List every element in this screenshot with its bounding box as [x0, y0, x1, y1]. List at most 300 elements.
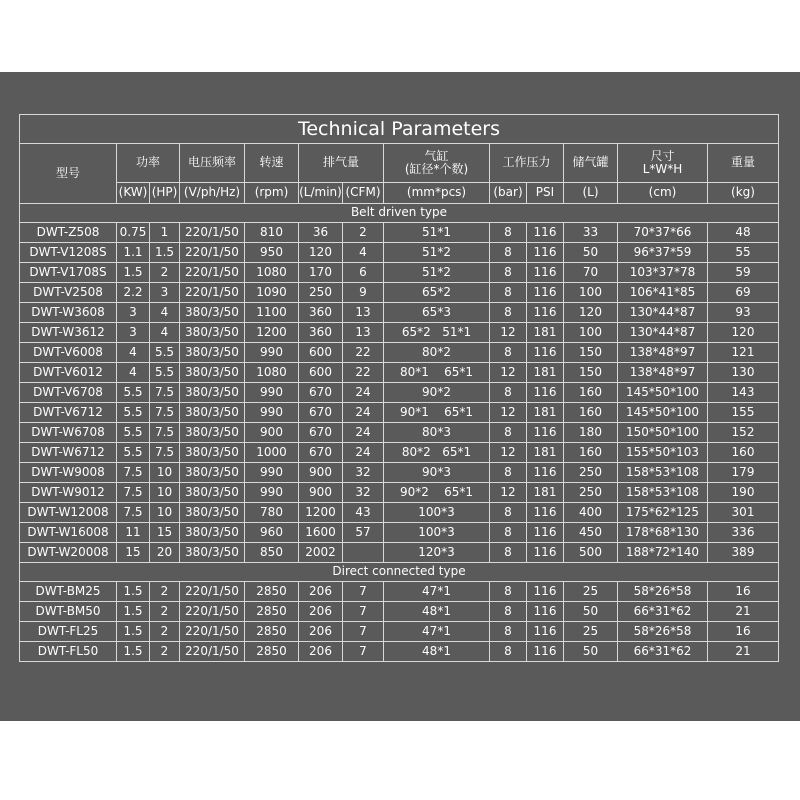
table-cell: 8 [490, 223, 527, 243]
table-cell: 179 [708, 463, 779, 483]
table-cell: 301 [708, 503, 779, 523]
table-cell: 90*2 [384, 383, 490, 403]
table-cell: 600 [299, 363, 343, 383]
unit-cell: (kg) [708, 183, 779, 204]
table-cell: 206 [299, 622, 343, 642]
table-cell: 500 [564, 543, 618, 563]
table-cell: 1200 [245, 323, 299, 343]
table-cell: 850 [245, 543, 299, 563]
table-cell: 80*1 65*1 [384, 363, 490, 383]
table-cell: 250 [299, 283, 343, 303]
table-cell: 21 [708, 602, 779, 622]
table-cell: 2850 [245, 622, 299, 642]
table-cell: 138*48*97 [618, 343, 708, 363]
table-cell: 4 [150, 303, 180, 323]
model-cell: DWT-FL50 [20, 642, 117, 662]
table-cell: 220/1/50 [180, 243, 245, 263]
unit-cell: (HP) [150, 183, 180, 204]
table-cell: 100 [564, 283, 618, 303]
table-cell: 158*53*108 [618, 483, 708, 503]
header-row-units [20, 183, 779, 204]
table-row [20, 223, 779, 243]
table-cell: 8 [490, 283, 527, 303]
table-cell: 250 [564, 463, 618, 483]
table-cell: 13 [343, 303, 384, 323]
table-cell: 116 [527, 423, 564, 443]
table-cell: 1.5 [117, 602, 150, 622]
header-cell: 排气量 [299, 144, 384, 183]
table-cell: 670 [299, 423, 343, 443]
model-cell: DWT-V6008 [20, 343, 117, 363]
table-cell: 70 [564, 263, 618, 283]
header-cell: 转速 [245, 144, 299, 183]
table-cell: 7.5 [150, 423, 180, 443]
table-cell: 206 [299, 602, 343, 622]
table-cell: 181 [527, 363, 564, 383]
unit-cell: PSI [527, 183, 564, 204]
table-cell: 8 [490, 343, 527, 363]
header-cell: 型号 [20, 144, 117, 204]
model-cell: DWT-W6708 [20, 423, 117, 443]
table-cell: 32 [343, 463, 384, 483]
table-cell: 2 [150, 263, 180, 283]
table-cell: 5.5 [117, 383, 150, 403]
table-cell: 7.5 [117, 483, 150, 503]
table-cell: 120 [299, 243, 343, 263]
table-cell: 2 [150, 582, 180, 602]
table-cell: 170 [299, 263, 343, 283]
header-cell: 重量 [708, 144, 779, 183]
table-cell: 670 [299, 403, 343, 423]
table-cell: 120 [708, 323, 779, 343]
unit-cell: (L) [564, 183, 618, 204]
table-row [20, 443, 779, 463]
table-cell: 780 [245, 503, 299, 523]
table-cell: 51*1 [384, 223, 490, 243]
header-cell: 气缸 (缸径*个数) [384, 144, 490, 183]
table-cell: 250 [564, 483, 618, 503]
table-cell: 220/1/50 [180, 283, 245, 303]
table-cell: 1.5 [117, 263, 150, 283]
table-cell: 900 [299, 483, 343, 503]
table-cell: 80*2 65*1 [384, 443, 490, 463]
table-row [20, 383, 779, 403]
table-cell: 400 [564, 503, 618, 523]
table-cell: 93 [708, 303, 779, 323]
table-cell: 1080 [245, 363, 299, 383]
table-cell: 1200 [299, 503, 343, 523]
unit-cell: (L/min) [299, 183, 343, 204]
table-cell: 50 [564, 642, 618, 662]
table-row [20, 602, 779, 622]
table-cell: 155*50*103 [618, 443, 708, 463]
table-cell: 380/3/50 [180, 443, 245, 463]
table-cell: 130*44*87 [618, 323, 708, 343]
table-cell: 55 [708, 243, 779, 263]
table-cell: 116 [527, 642, 564, 662]
table-cell: 8 [490, 503, 527, 523]
table-cell: 900 [245, 423, 299, 443]
table-cell: 190 [708, 483, 779, 503]
table-cell: 150 [564, 343, 618, 363]
table-cell: 1080 [245, 263, 299, 283]
model-cell: DWT-FL25 [20, 622, 117, 642]
table-cell: 5.5 [117, 423, 150, 443]
table-cell: 47*1 [384, 582, 490, 602]
table-cell: 7 [343, 602, 384, 622]
header-cell: 尺寸 L*W*H [618, 144, 708, 183]
table-cell: 181 [527, 403, 564, 423]
model-cell: DWT-W6712 [20, 443, 117, 463]
table-cell: 11 [117, 523, 150, 543]
model-cell: DWT-V1708S [20, 263, 117, 283]
table-cell: 960 [245, 523, 299, 543]
table-cell: 900 [299, 463, 343, 483]
table-cell: 90*2 65*1 [384, 483, 490, 503]
table-cell: 160 [708, 443, 779, 463]
table-cell: 990 [245, 403, 299, 423]
table-cell: 10 [150, 503, 180, 523]
table-cell: 80*3 [384, 423, 490, 443]
table-cell: 160 [564, 403, 618, 423]
table-cell: 138*48*97 [618, 363, 708, 383]
table-cell: 181 [527, 443, 564, 463]
table-cell: 380/3/50 [180, 523, 245, 543]
table-cell: 15 [117, 543, 150, 563]
table-cell: 116 [527, 582, 564, 602]
table-cell: 1.5 [117, 642, 150, 662]
table-cell: 8 [490, 303, 527, 323]
table-cell: 990 [245, 343, 299, 363]
table-cell: 24 [343, 443, 384, 463]
table-cell: 4 [117, 343, 150, 363]
table-cell: 950 [245, 243, 299, 263]
table-cell: 220/1/50 [180, 622, 245, 642]
table-cell: 1090 [245, 283, 299, 303]
table-cell: 8 [490, 543, 527, 563]
section-title: Direct connected type [20, 563, 779, 582]
model-cell: DWT-W20008 [20, 543, 117, 563]
model-cell: DWT-W9008 [20, 463, 117, 483]
table-cell: 90*1 65*1 [384, 403, 490, 423]
table-cell: 24 [343, 403, 384, 423]
table-cell: 181 [527, 323, 564, 343]
table-cell: 12 [490, 443, 527, 463]
table-cell: 20 [150, 543, 180, 563]
table-cell: 24 [343, 383, 384, 403]
table-cell: 10 [150, 463, 180, 483]
model-cell: DWT-V6708 [20, 383, 117, 403]
table-row [20, 483, 779, 503]
table-cell: 2850 [245, 642, 299, 662]
unit-cell: (V/ph/Hz) [180, 183, 245, 204]
table-cell: 48*1 [384, 642, 490, 662]
table-cell: 150*50*100 [618, 423, 708, 443]
table-cell: 8 [490, 243, 527, 263]
unit-cell: (bar) [490, 183, 527, 204]
table-cell: 3 [117, 303, 150, 323]
section-title: Belt driven type [20, 204, 779, 223]
table-cell: 58*26*58 [618, 582, 708, 602]
unit-cell: (cm) [618, 183, 708, 204]
table-cell: 25 [564, 582, 618, 602]
table-cell: 24 [343, 423, 384, 443]
table-cell: 7.5 [150, 403, 180, 423]
table-cell: 2 [150, 642, 180, 662]
header-cell: 工作压力 [490, 144, 564, 183]
table-cell: 360 [299, 303, 343, 323]
table-row [20, 323, 779, 343]
table-cell: 22 [343, 343, 384, 363]
model-cell: DWT-W9012 [20, 483, 117, 503]
table-cell: 220/1/50 [180, 582, 245, 602]
table-cell: 13 [343, 323, 384, 343]
table-row [20, 343, 779, 363]
table-cell: 43 [343, 503, 384, 523]
table-cell: 152 [708, 423, 779, 443]
table-cell: 48*1 [384, 602, 490, 622]
header-cell: 电压频率 [180, 144, 245, 183]
table-cell: 130 [708, 363, 779, 383]
table-cell: 69 [708, 283, 779, 303]
table-cell: 16 [708, 582, 779, 602]
model-cell: DWT-V6012 [20, 363, 117, 383]
table-cell: 380/3/50 [180, 403, 245, 423]
header-cell: 功率 [117, 144, 180, 183]
header-row-labels [20, 144, 779, 183]
table-cell: 990 [245, 483, 299, 503]
table-cell: 21 [708, 642, 779, 662]
table-cell: 7.5 [117, 463, 150, 483]
table-cell: 178*68*130 [618, 523, 708, 543]
table-cell: 5.5 [117, 443, 150, 463]
table-cell: 12 [490, 363, 527, 383]
table-cell: 100*3 [384, 523, 490, 543]
table-cell: 380/3/50 [180, 323, 245, 343]
table-cell: 58*26*58 [618, 622, 708, 642]
table-cell: 143 [708, 383, 779, 403]
table-cell: 160 [564, 383, 618, 403]
table-cell: 380/3/50 [180, 483, 245, 503]
table-cell: 220/1/50 [180, 642, 245, 662]
unit-cell: (KW) [117, 183, 150, 204]
table-cell: 59 [708, 263, 779, 283]
table-cell: 4 [343, 243, 384, 263]
section-row [20, 204, 779, 223]
table-cell: 810 [245, 223, 299, 243]
table-row [20, 283, 779, 303]
table-cell: 12 [490, 403, 527, 423]
table-cell: 1.5 [117, 582, 150, 602]
table-cell: 2850 [245, 582, 299, 602]
table-cell: 1100 [245, 303, 299, 323]
table-row [20, 503, 779, 523]
table-cell: 1.5 [150, 243, 180, 263]
model-cell: DWT-W3612 [20, 323, 117, 343]
table-cell: 8 [490, 523, 527, 543]
model-cell: DWT-W3608 [20, 303, 117, 323]
table-cell: 206 [299, 642, 343, 662]
table-cell: 8 [490, 263, 527, 283]
model-cell: DWT-BM25 [20, 582, 117, 602]
table-cell: 380/3/50 [180, 363, 245, 383]
table-cell: 120 [564, 303, 618, 323]
table-cell: 106*41*85 [618, 283, 708, 303]
table-cell: 8 [490, 463, 527, 483]
table-cell: 121 [708, 343, 779, 363]
table-cell: 600 [299, 343, 343, 363]
table-cell: 7.5 [150, 443, 180, 463]
table-row [20, 243, 779, 263]
table-cell: 155 [708, 403, 779, 423]
table-cell: 380/3/50 [180, 383, 245, 403]
table-cell: 116 [527, 503, 564, 523]
table-cell: 180 [564, 423, 618, 443]
table-cell: 116 [527, 523, 564, 543]
table-cell: 220/1/50 [180, 602, 245, 622]
table-row [20, 403, 779, 423]
table-cell: 15 [150, 523, 180, 543]
table-cell: 103*37*78 [618, 263, 708, 283]
table-cell: 8 [490, 423, 527, 443]
table-cell: 57 [343, 523, 384, 543]
table-cell: 990 [245, 463, 299, 483]
table-cell: 65*2 51*1 [384, 323, 490, 343]
table-cell: 47*1 [384, 622, 490, 642]
table-row [20, 622, 779, 642]
table-row [20, 463, 779, 483]
table-cell: 389 [708, 543, 779, 563]
table-cell: 12 [490, 323, 527, 343]
unit-cell: (CFM) [343, 183, 384, 204]
table-cell: 116 [527, 383, 564, 403]
table-cell: 116 [527, 622, 564, 642]
table-cell: 1.1 [117, 243, 150, 263]
table-cell: 145*50*100 [618, 403, 708, 423]
table-cell: 2.2 [117, 283, 150, 303]
table-cell: 2 [150, 622, 180, 642]
table-cell: 66*31*62 [618, 642, 708, 662]
table-cell: 100 [564, 323, 618, 343]
table-row [20, 543, 779, 563]
table-cell: 2002 [299, 543, 343, 563]
table-cell: 5.5 [150, 343, 180, 363]
table-cell: 120*3 [384, 543, 490, 563]
table-cell: 7.5 [150, 383, 180, 403]
table-cell: 670 [299, 383, 343, 403]
table-cell: 8 [490, 582, 527, 602]
table-cell: 51*2 [384, 263, 490, 283]
table-cell: 206 [299, 582, 343, 602]
table-cell: 181 [527, 483, 564, 503]
table-cell: 160 [564, 443, 618, 463]
table-cell: 65*3 [384, 303, 490, 323]
table-row [20, 263, 779, 283]
table-cell: 380/3/50 [180, 463, 245, 483]
table-cell: 380/3/50 [180, 303, 245, 323]
table-cell: 116 [527, 223, 564, 243]
table-cell: 175*62*125 [618, 503, 708, 523]
table-cell: 220/1/50 [180, 263, 245, 283]
table-cell: 65*2 [384, 283, 490, 303]
model-cell: DWT-V6712 [20, 403, 117, 423]
table-row [20, 642, 779, 662]
table-cell: 990 [245, 383, 299, 403]
table-cell: 336 [708, 523, 779, 543]
model-cell: DWT-Z508 [20, 223, 117, 243]
table-cell: 36 [299, 223, 343, 243]
table-cell: 3 [117, 323, 150, 343]
table-row [20, 423, 779, 443]
table-cell: 7 [343, 642, 384, 662]
table-cell: 7.5 [117, 503, 150, 523]
table-cell: 116 [527, 243, 564, 263]
table-cell: 8 [490, 383, 527, 403]
model-cell: DWT-W16008 [20, 523, 117, 543]
table-cell: 380/3/50 [180, 543, 245, 563]
table-cell: 5.5 [117, 403, 150, 423]
table-cell: 116 [527, 283, 564, 303]
unit-cell: (rpm) [245, 183, 299, 204]
table-cell: 0.75 [117, 223, 150, 243]
table-row [20, 582, 779, 602]
table-cell: 6 [343, 263, 384, 283]
table-cell: 100*3 [384, 503, 490, 523]
table-cell: 116 [527, 343, 564, 363]
table-cell: 158*53*108 [618, 463, 708, 483]
technical-parameters-table [19, 114, 779, 662]
table-cell: 188*72*140 [618, 543, 708, 563]
table-cell: 10 [150, 483, 180, 503]
table-cell: 9 [343, 283, 384, 303]
table-cell: 70*37*66 [618, 223, 708, 243]
table-cell: 145*50*100 [618, 383, 708, 403]
model-cell: DWT-W12008 [20, 503, 117, 523]
table-cell: 360 [299, 323, 343, 343]
table-row [20, 303, 779, 323]
table-cell: 12 [490, 483, 527, 503]
table-cell: 1600 [299, 523, 343, 543]
table-cell: 380/3/50 [180, 503, 245, 523]
header-cell: 储气罐 [564, 144, 618, 183]
table-cell: 48 [708, 223, 779, 243]
table-cell: 380/3/50 [180, 423, 245, 443]
table-cell: 116 [527, 263, 564, 283]
table-cell: 8 [490, 622, 527, 642]
table-row [20, 523, 779, 543]
table-cell: 66*31*62 [618, 602, 708, 622]
table-cell: 7 [343, 582, 384, 602]
table-cell: 80*2 [384, 343, 490, 363]
table-cell: 150 [564, 363, 618, 383]
table-cell: 4 [117, 363, 150, 383]
unit-cell: (mm*pcs) [384, 183, 490, 204]
model-cell: DWT-V2508 [20, 283, 117, 303]
table-cell: 2850 [245, 602, 299, 622]
table-cell: 450 [564, 523, 618, 543]
table-cell: 1 [150, 223, 180, 243]
table-cell: 90*3 [384, 463, 490, 483]
model-cell: DWT-V1208S [20, 243, 117, 263]
table-cell: 7 [343, 622, 384, 642]
table-cell: 2 [150, 602, 180, 622]
table-cell: 220/1/50 [180, 223, 245, 243]
table-cell: 2 [343, 223, 384, 243]
table-cell: 33 [564, 223, 618, 243]
table-cell: 1000 [245, 443, 299, 463]
table-cell: 8 [490, 642, 527, 662]
table-cell: 116 [527, 602, 564, 622]
